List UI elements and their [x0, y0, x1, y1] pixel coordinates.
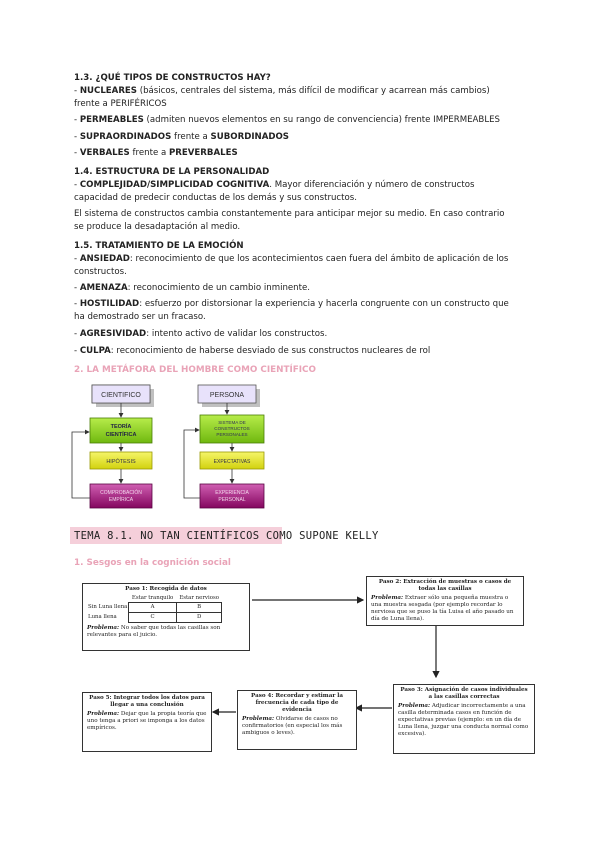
section-2-title: 2. LA METÁFORA DEL HOMBRE COMO CIENTÍFICO [74, 365, 316, 375]
cell-c: C [129, 613, 176, 623]
row-label: Sin Luna llena [88, 604, 128, 610]
row-label: Luna llena [88, 614, 117, 620]
agresividad-line: - AGRESIVIDAD: intento activo de validar los constructos. [74, 329, 328, 339]
complejidad-line: - COMPLEJIDAD/SIMPLICIDAD COGNITIVA. Mayor diferenciación y número de constructos [74, 180, 475, 190]
cell-a: A [129, 603, 176, 613]
amenaza-line: - AMENAZA: reconocimiento de un cambio inminente. [74, 283, 311, 293]
paso-2-title: Paso 2: Extracción de muestras o casos de todas las casillas [378, 579, 512, 592]
perifericos-line: frente a PERIFÉRICOS [74, 99, 167, 109]
scientist-person-diagram [60, 380, 290, 520]
paso-1-problem: No saber que todas las casillas son relevantes para el juicio. [87, 625, 221, 638]
cell-d: D [176, 613, 222, 623]
paso-3-box: Paso 3: Asignación de casos individuales a las casillas correctas Problema: Adjudicar incorrectamente a una casilla determinada casos en función de expectativas previas (ejemplo: en un día de Luna llena, juzgar una conducta normal como excesiva). [393, 684, 535, 754]
complejidad-line-2: capacidad de predecir conductas de los demás y sus constructos. [74, 193, 357, 203]
persona-label: PERSONA [209, 392, 245, 399]
expectativas-label: EXPECTATIVAS [213, 459, 251, 465]
supraordinados-line: - SUPRAORDINADOS frente a SUBORDINADOS [74, 132, 289, 142]
paso-3-title: Paso 3: Asignación de casos individuales a las casillas correctas [400, 687, 528, 700]
sistema-paragraph-2: se produce la desadaptación al medio. [74, 222, 241, 232]
paso-1-title: Paso 1: Recogida de datos [125, 586, 207, 592]
paso-4-title: Paso 4: Recordar y estimar la frecuencia de cada tipo de evidencia [251, 693, 343, 713]
section-1-4-title: 1.4. ESTRUCTURA DE LA PERSONALIDAD [74, 167, 270, 177]
teoria-label: TEORÍA CIENTÍFICA [105, 424, 137, 438]
paso-5-title: Paso 5: Integrar todos los datos para llegar a una conclusión [89, 695, 205, 708]
paso-2-problem: Extraer sólo una pequeña muestra o una muestra sesgada (por ejemplo recordar lo nerviosa que se puso la tía Luisa el año pasado un día de Luna llena). [371, 595, 514, 622]
paso-4-problem: Olvidarse de casos no confirmatorios (en especial los más ambiguos o leves). [242, 716, 343, 736]
paso-1-table [87, 595, 222, 623]
experiencia-label: EXPERIENCIA PERSONAL [215, 490, 249, 503]
cell-b: B [176, 603, 222, 613]
tema-title: TEMA 8.1. NO TAN CIENTÍFICOS COMO SUPONE KELLY [74, 530, 379, 542]
teoria-box [90, 418, 152, 443]
paso-3-problem: Adjudicar incorrectamente a una casilla determinada casos en función de expectativas previas (ejemplo: en un día de Luna llena, juzgar una conducta normal como excesiva). [398, 703, 529, 737]
col-nervioso: Estar nervioso [179, 595, 219, 601]
section-1-5-title: 1.5. TRATAMIENTO DE LA EMOCIÓN [74, 241, 244, 251]
comprobacion-label: COMPROBACIÓN EMPÍRICA [100, 490, 142, 503]
section-1-3-title: 1.3. ¿QUÉ TIPOS DE CONSTRUCTOS HAY? [74, 73, 271, 83]
ansiedad-line-2: constructos. [74, 267, 127, 277]
sistema-paragraph: El sistema de constructos cambia constantemente para anticipar mejor su medio. En caso contrario [74, 209, 505, 219]
sistema-label: SISTEMA DE CONSTRUCTOS PERSONALES [214, 420, 250, 437]
hostilidad-line: - HOSTILIDAD: esfuerzo por distorsionar la experiencia y hacerla congruente con un constructo que [74, 299, 509, 309]
paso-4-box: Paso 4: Recordar y estimar la frecuencia de cada tipo de evidencia Problema: Olvidarse de casos no confirmatorios (en especial los más ambiguos o leves). [237, 690, 357, 750]
comprobacion-box [90, 484, 152, 508]
verbales-line: - VERBALES frente a PREVERBALES [74, 148, 238, 158]
nucleares-line: - NUCLEARES (básicos, centrales del sistema, más difícil de modificar y acarrean más cambios) [74, 86, 490, 96]
paso-5-box: Paso 5: Integrar todos los datos para llegar a una conclusión Problema: Dejar que la propia teoría que uno tenga a priori se imponga a los datos empíricos. [82, 692, 212, 752]
ansiedad-line: - ANSIEDAD: reconocimiento de que los acontecimientos caen fuera del ámbito de aplicación de los [74, 254, 509, 264]
sesgos-title: 1. Sesgos en la cognición social [74, 558, 231, 568]
paso-5-problem: Dejar que la propia teoría que uno tenga a priori se imponga a los datos empíricos. [87, 711, 207, 731]
culpa-line: - CULPA: reconocimiento de haberse desviado de sus constructos nucleares de rol [74, 346, 431, 356]
hipotesis-label: HIPÓTESIS [106, 459, 136, 465]
cientifico-label: CIENTIFICO [101, 392, 141, 399]
permeables-line: - PERMEABLES (admiten nuevos elementos en su rango de convenciencia) frente IMPERMEABLES [74, 115, 500, 125]
experiencia-box [200, 484, 264, 508]
col-tranquilo: Estar tranquilo [131, 595, 174, 601]
paso-1-box: Paso 1: Recogida de datos Estar tranquilo Estar nervioso Sin Luna llena A B Luna llena C D Problema: No saber que todas las casillas son relevantes para el juicio. [82, 583, 250, 651]
hostilidad-line-2: ha demostrado ser un fracaso. [74, 312, 206, 322]
paso-2-box: Paso 2: Extracción de muestras o casos de todas las casillas Problema: Extraer sólo una pequeña muestra o una muestra sesgada (por ejemplo recordar lo nerviosa que se puso la tía Luisa el año pasado un día de Luna llena). [366, 576, 524, 626]
